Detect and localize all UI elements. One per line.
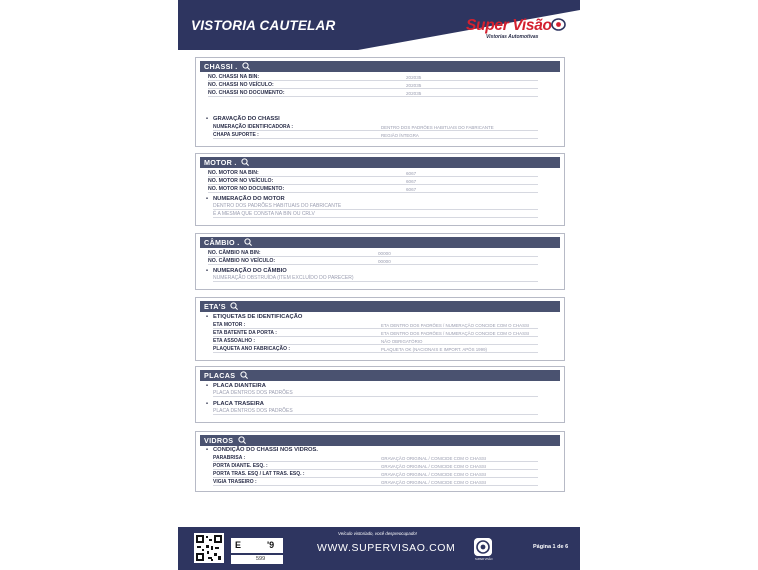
zoom-search-icon[interactable] (242, 62, 250, 70)
table-row: NO. MOTOR NO DOCUMENTO: 6067 (208, 186, 538, 193)
zoom-search-icon[interactable] (240, 371, 248, 379)
section-etas (195, 297, 565, 361)
report-page (178, 0, 580, 570)
page-number: Página 1 de 6 (533, 544, 569, 550)
subsection-title: • NUMERAÇÃO DO MOTOR (206, 196, 285, 202)
table-row: NO. CÂMBIO NO VEÍCULO: 00000 (208, 258, 538, 265)
table-row: NUMERAÇÃO IDENTIFICADORA : DENTRO DOS PADRÕES HABITUAIS DO FABRICANTE (213, 124, 538, 131)
section-header: CÂMBIO . (200, 237, 560, 248)
table-row: NO. CHASSI NO VEÍCULO: 202035 (208, 82, 538, 89)
section-cambio (195, 233, 565, 290)
table-row: NO. CHASSI NA BIN: 202035 (208, 74, 538, 81)
zoom-search-icon[interactable] (230, 302, 238, 310)
list-item: NUMERAÇÃO OBSTRUÍDA (ITEM EXCLUÍDO DO PARECER) (213, 275, 538, 282)
zoom-search-icon[interactable] (238, 436, 246, 444)
table-row: NO. MOTOR NA BIN: 6067 (208, 170, 538, 177)
section-header: MOTOR . (200, 157, 560, 168)
section-motor (195, 153, 565, 226)
subsection-title: • PLACA TRASEIRA (206, 401, 264, 407)
table-row: CHAPA SUPORTE : REGIÃO ÍNTEGRA (213, 132, 538, 139)
section-placas (195, 366, 565, 423)
table-row: NO. CÂMBIO NA BIN: 00000 (208, 250, 538, 257)
table-row: NO. MOTOR NO VEÍCULO: 6067 (208, 178, 538, 185)
section-title: ETA'S (204, 302, 226, 311)
section-header (200, 435, 560, 446)
table-row: VIGIA TRASEIRO : GRAVAÇÃO ORIGINAL / CONICIDE COM O CHASSI (213, 479, 538, 486)
table-row: ETA ASSOALHO : NÃO OBRIGATÓRIO (213, 338, 538, 345)
subsection-title: • NUMERAÇÃO DO CÂMBIO (206, 268, 287, 274)
section-header (200, 301, 560, 312)
eye-logo-icon (551, 18, 566, 31)
section-title: VIDROS (204, 436, 234, 445)
subsection-title: • PLACA DIANTEIRA (206, 383, 266, 389)
section-header: CHASSI . (200, 61, 560, 72)
qr-code-icon[interactable] (194, 533, 224, 563)
logo-text: Super Visão (466, 17, 552, 34)
subsection-title: • ETIQUETAS DE IDENTIFICAÇÃO (206, 314, 302, 320)
inspection-stamp-code: 599 (231, 555, 283, 564)
footer-tagline: Veículo vistoriado, você despreocupado! (338, 531, 417, 536)
list-item: DENTRO DOS PADRÕES HABITUAIS DO FABRICANTE (213, 203, 538, 210)
zoom-search-icon[interactable] (244, 238, 252, 246)
seal-icon (474, 538, 492, 556)
table-row: ETA MOTOR : ETA DENTRO DOS PADRÕES / NUMERAÇÃO CONCIDE COM O CHASSI (213, 322, 538, 329)
subsection-title: • GRAVAÇÃO DO CHASSI (206, 116, 280, 122)
table-row: PARABRISA : GRAVAÇÃO ORIGINAL / CONICIDE COM O CHASSI (213, 455, 538, 462)
footer-website-link[interactable]: WWW.SUPERVISAO.COM (317, 542, 456, 554)
section-title: PLACAS (204, 371, 236, 380)
report-header (178, 0, 580, 50)
supervisao-logo (466, 17, 576, 45)
page-title: VISTORIA CAUTELAR (191, 18, 336, 33)
section-header (200, 370, 560, 381)
table-row: PORTA DIANTE. ESQ. : GRAVAÇÃO ORIGINAL / CONICIDE COM O CHASSI (213, 463, 538, 470)
section-title: CHASSI (204, 62, 233, 71)
section-chassi (195, 57, 565, 147)
inspection-stamp: E '9 (231, 538, 283, 553)
table-row: PLAQUETA ANO FABRICAÇÃO : PLAQUETA OK (NACIONAIS E IMPORT. APÓS 1999) (213, 346, 538, 353)
list-item: É A MESMA QUE CONSTA NA BIN OU CRLV (213, 211, 538, 218)
seal-label: SUPER VISÃO (475, 558, 493, 561)
report-footer (178, 527, 580, 570)
list-item: PLACA DENTROS DOS PADRÕES (213, 408, 538, 415)
section-title: MOTOR (204, 158, 233, 167)
table-row: PORTA TRAS. ESQ / LAT TRAS. ESQ. : GRAVAÇÃO ORIGINAL / CONICIDE COM O CHASSI (213, 471, 538, 478)
table-row: NO. CHASSI NO DOCUMENTO: 202035 (208, 90, 538, 97)
subsection-title: • CONDIÇÃO DO CHASSI NOS VIDROS. (206, 447, 318, 453)
section-vidros (195, 431, 565, 492)
zoom-search-icon[interactable] (241, 158, 249, 166)
table-row: ETA BATENTE DA PORTA : ETA DENTRO DOS PADRÕES / NUMERAÇÃO CONCIDE COM O CHASSI (213, 330, 538, 337)
section-title: CÂMBIO (204, 238, 235, 247)
list-item: PLACA DENTROS DOS PADRÕES (213, 390, 538, 397)
logo-subtitle: Vistorias Automotivas (486, 34, 539, 40)
